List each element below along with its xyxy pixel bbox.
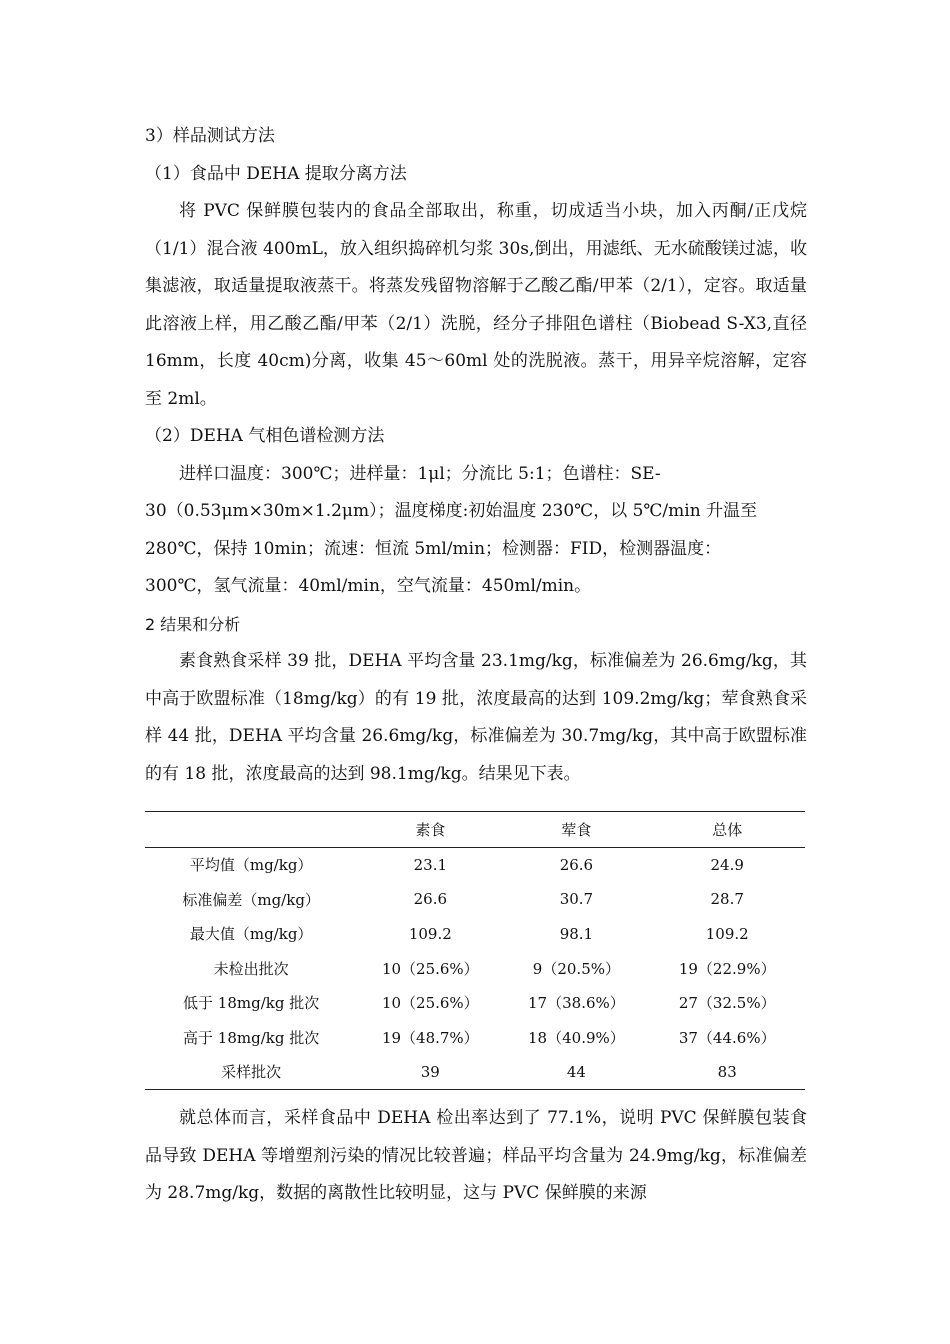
table-cell: 26.6 — [413, 890, 448, 909]
table-cell: 27（32.5%） — [678, 994, 776, 1013]
table-row — [145, 847, 805, 882]
table-cell: 10（25.6%） — [381, 959, 479, 978]
table-row — [145, 1055, 805, 1090]
table-cell: 17（38.6%） — [528, 994, 625, 1013]
paragraph-gc-line-2: 30（0.53μm×30m×1.2μm）；温度梯度:初始温度 230℃，以 5℃/min 升温至 — [145, 501, 758, 521]
table-row — [145, 951, 805, 986]
paragraph-extraction: 将 PVC 保鲜膜包装内的食品全部取出，称重，切成适当小块，加入丙酮/正戊烷（1/1）混合液 400mL，放入组织捣碎机匀浆 30s,倒出，用滤纸、无水硫酸镁过滤，收集滤液，取适量提取液蒸干。将蒸发残留物溶解于乙酸乙酯/甲苯（2/1），定容。取适量此溶液上样，用乙酸乙酯/甲苯（2/1）洗脱，经分子排阻色谱柱（Biobead S-X3,直径 16mm，长度 40cm)分离，收集 45～60ml 处的洗脱液。蒸干，用异辛烷溶解，定容至 2ml。 — [145, 201, 807, 409]
row-label: 未检出批次 — [213, 959, 289, 978]
table-cell: 18（40.9%） — [528, 1028, 625, 1047]
table-cell: 83 — [649, 1055, 805, 1090]
row-label: 高于 18mg/kg 批次 — [183, 1028, 320, 1047]
table-cell: 109.2 — [408, 924, 452, 943]
table-cell: 24.9 — [710, 855, 744, 874]
section-heading-test-methods: 3）样品测试方法 — [145, 126, 275, 146]
paragraph-gc-line-4: 300℃，氢气流量：40ml/min，空气流量：450ml/min。 — [145, 576, 592, 596]
paragraph-gc-line-3: 280℃，保持 10min；流速：恒流 5ml/min；检测器：FID，检测器温度： — [145, 538, 722, 559]
results-table — [145, 811, 805, 1090]
row-label: 采样批次 — [145, 1055, 357, 1090]
paragraph-gc-line-1: 进样口温度：300℃；进样量：1μl；分流比 5:1；色谱柱：SE- — [179, 463, 661, 484]
table-cell: 23.1 — [413, 855, 448, 874]
table-header-meat: 荤食 — [503, 812, 649, 848]
table-cell: 10（25.6%） — [381, 994, 479, 1013]
table-cell: 109.2 — [705, 924, 749, 943]
table-cell: 19（48.7%） — [381, 1028, 479, 1047]
subheading-extraction-method: （1）食品中 DEHA 提取分离方法 — [145, 163, 407, 184]
table-row — [145, 1020, 805, 1055]
table-row — [145, 882, 805, 917]
row-label: 最大值（mg/kg） — [189, 925, 313, 944]
table-row — [145, 917, 805, 952]
table-cell: 98.1 — [559, 924, 594, 943]
row-label: 平均值（mg/kg） — [189, 856, 313, 875]
table-header-row — [145, 812, 805, 848]
table-cell: 9（20.5%） — [532, 959, 620, 978]
table-header-total: 总体 — [649, 812, 805, 848]
row-label: 标准偏差（mg/kg） — [182, 890, 320, 909]
table-header-vegetarian: 素食 — [357, 812, 503, 848]
subheading-gc-method: （2）DEHA 气相色谱检测方法 — [145, 426, 385, 446]
table-cell: 30.7 — [559, 890, 594, 909]
paragraph-overall-analysis: 就总体而言，采样食品中 DEHA 检出率达到了 77.1%，说明 PVC 保鲜膜包装食品导致 DEHA 等增塑剂污染的情况比较普遍；样品平均含量为 24.9mg/kg，标准偏差为 28.7mg/kg，数据的离散性比较明显，这与 PVC 保鲜膜的来源 — [145, 1108, 807, 1203]
section-heading-results: 2 结果和分析 — [145, 614, 241, 634]
table-cell: 39 — [357, 1055, 503, 1090]
table-cell: 19（22.9%） — [678, 959, 776, 978]
table-row — [145, 986, 805, 1021]
table-header-cell — [145, 812, 357, 848]
table-cell: 44 — [503, 1055, 649, 1090]
table-cell: 37（44.6%） — [678, 1028, 776, 1047]
row-label: 低于 18mg/kg 批次 — [183, 994, 320, 1013]
table-cell: 26.6 — [559, 855, 594, 874]
table-cell: 28.7 — [710, 890, 744, 909]
paragraph-results: 素食熟食采样 39 批，DEHA 平均含量 23.1mg/kg，标准偏差为 26.6mg/kg，其中高于欧盟标准（18mg/kg）的有 19 批，浓度最高的达到 109.2mg/kg；荤食熟食采样 44 批，DEHA 平均含量 26.6mg/kg，标准偏差为 30.7mg/kg，其中高于欧盟标准的有 18 批，浓度最高的达到 98.1mg/kg。结果见下表。 — [145, 651, 807, 784]
document-page — [145, 118, 807, 1213]
